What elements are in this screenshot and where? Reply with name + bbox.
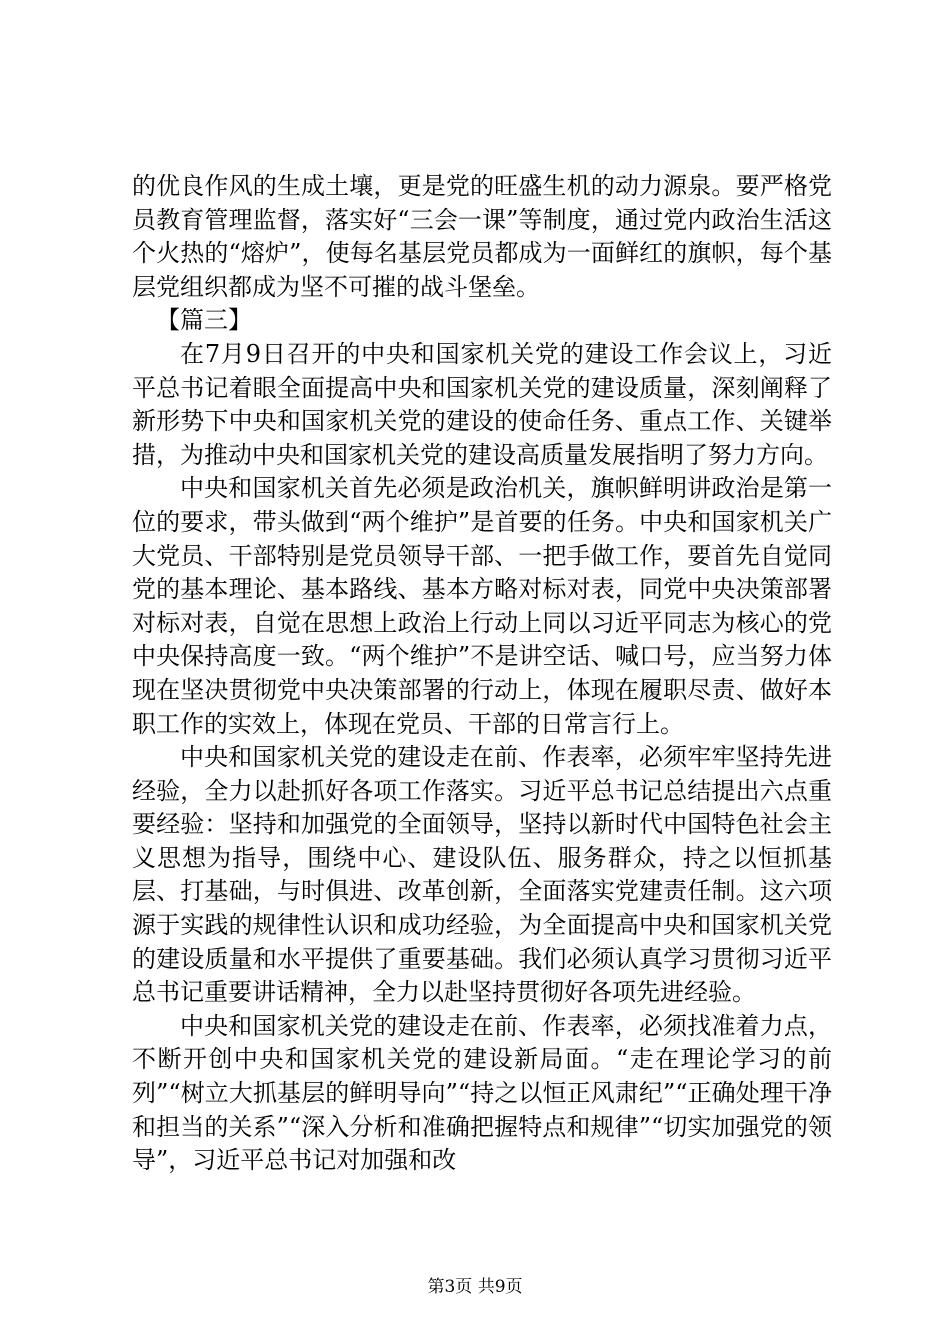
paragraph-focus-points: 中央和国家机关党的建设走在前、作表率，必须找准着力点，不断开创中央和国家机关党的建设新局面。“走在理论学习的前列”“树立大抓基层的鲜明导向”“持之以恒正风肃纪”“正确处理干净和担当的关系”“深入分析和准确把握特点和规律”“切实加强党的领导”，习近平总书记对加强和改 [132, 1011, 832, 1175]
page-footer: 第3页 共9页 [427, 1277, 523, 1297]
section-heading-part-three: 【篇三】 [156, 306, 252, 335]
paragraph-meeting-intro: 在7月9日召开的中央和国家机关党的建设工作会议上，习近平总书记着眼全面提高中央和国家机关党的建设质量，深刻阐释了新形势下中央和国家机关党的建设的使命任务、重点工作、关键举措，为推动中央和国家机关党的建设高质量发展指明了努力方向。 [132, 339, 832, 469]
paragraph-continuation: 的优良作风的生成土壤，更是党的旺盛生机的动力源泉。要严格党员教育管理监督，落实好“三会一课”等制度，通过党内政治生活这个火热的“熔炉”，使每名基层党员都成为一面鲜红的旗帜，每个基层党组织都成为坚不可摧的战斗堡垒。 [132, 172, 832, 301]
paragraph-political-organ: 中央和国家机关首先必须是政治机关，旗帜鲜明讲政治是第一位的要求，带头做到“两个维护”是首要的任务。中央和国家机关广大党员、干部特别是党员领导干部、一把手做工作，要首先自觉同党的基本理论、基本路线、基本方略对标对表，同党中央决策部署对标对表，自觉在思想上政治上行动上同以习近平同志为核心的党中央保持高度一致。“两个维护”不是讲空话、喊口号，应当努力体现在坚决贯彻党中央决策部署的行动上，体现在履职尽责、做好本职工作的实效上，体现在党员、干部的日常言行上。 [132, 474, 832, 738]
paragraph-experience: 中央和国家机关党的建设走在前、作表率，必须牢牢坚持先进经验，全力以赴抓好各项工作落实。习近平总书记总结提出六点重要经验：坚持和加强党的全面领导，坚持以新时代中国特色社会主义思想为指导，围绕中心、建设队伍、服务群众，持之以恒抓基层、打基础，与时俱进、改革创新，全面落实党建责任制。这六项源于实践的规律性认识和成功经验，为全面提高中央和国家机关党的建设质量和水平提供了重要基础。我们必须认真学习贯彻习近平总书记重要讲话精神，全力以赴坚持贯彻好各项先进经验。 [132, 743, 832, 1007]
document-body [132, 170, 832, 1178]
